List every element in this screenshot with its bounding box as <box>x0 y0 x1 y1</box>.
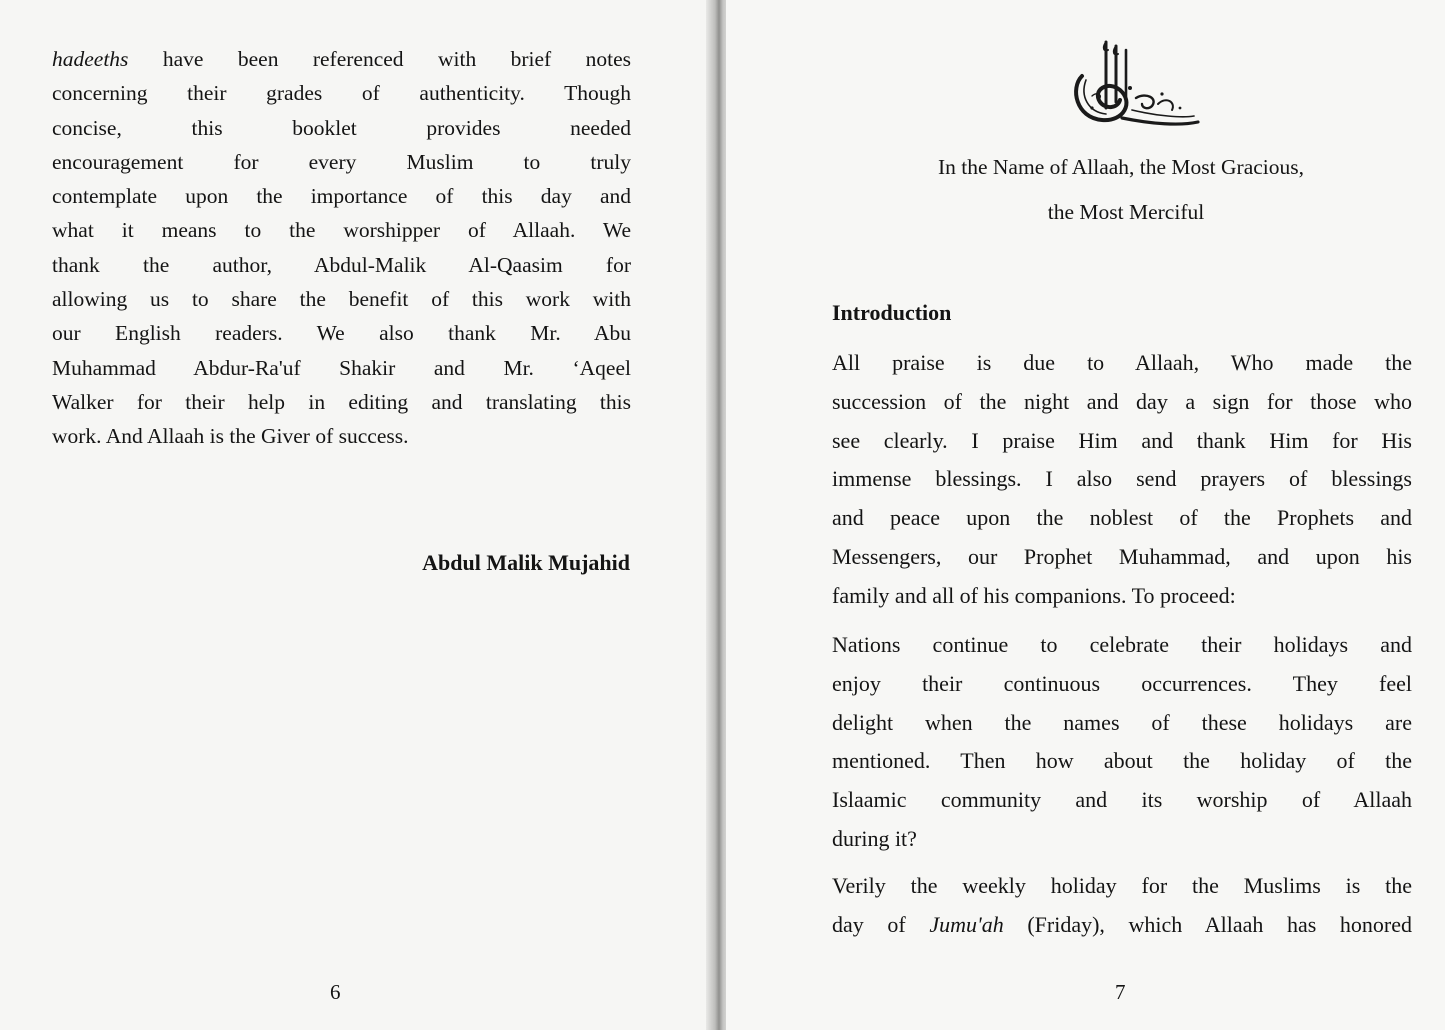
left-line: concerning their grades of authenticity. Though <box>52 81 631 106</box>
left-line: encouragement for every Muslim to truly <box>52 149 631 174</box>
paragraph-last-line: family and all of his companions. To proceed: <box>832 582 1236 608</box>
left-line: concise, this booklet provides needed <box>52 115 631 140</box>
paragraph-line: mentioned. Then how about the holiday of the <box>832 748 1412 774</box>
tughra-calligraphy-icon <box>1062 38 1202 142</box>
introduction-paragraph-3 <box>832 867 1412 945</box>
line-text: (Friday), which Allaah has honored <box>1003 911 1413 937</box>
basmala-line-2: the Most Merciful <box>1047 200 1205 224</box>
paragraph-line: All praise is due to Allaah, Who made the <box>832 350 1412 375</box>
left-page <box>0 0 712 1030</box>
paragraph-line: succession of the night and day a sign for those who <box>832 388 1412 414</box>
left-line: allowing us to share the benefit of this work with <box>52 287 631 312</box>
left-line: thank the author, Abdul-Malik Al-Qaasim for <box>52 252 631 277</box>
introduction-heading: Introduction <box>832 300 952 325</box>
paragraph-line: Nations continue to celebrate their holidays and <box>832 632 1412 657</box>
paragraph-line: Messengers, our Prophet Muhammad, and upon his <box>832 543 1412 569</box>
left-body-text <box>52 42 631 454</box>
line-text: day of <box>832 911 930 937</box>
left-line-1 <box>52 42 631 76</box>
paragraph-line: delight when the names of these holidays are <box>832 709 1412 735</box>
paragraph-line: see clearly. I praise Him and thank Him for His <box>832 427 1412 453</box>
introduction-paragraph-2 <box>832 626 1412 859</box>
signature: Abdul Malik Mujahid <box>422 550 630 575</box>
page-number-left: 6 <box>330 980 341 1004</box>
jumuah-term: Jumu'ah <box>929 911 1004 937</box>
left-line: Walker for their help in editing and translating this <box>52 389 631 414</box>
paragraph-line: enjoy their continuous occurrences. They feel <box>832 670 1412 696</box>
hadeeths-term: hadeeths <box>52 47 129 71</box>
left-line: Muhammad Abdur-Ra'uf Shakir and Mr. ‘Aqeel <box>52 355 631 380</box>
paragraph-line: immense blessings. I also send prayers of blessings <box>832 466 1412 492</box>
left-last-line: work. And Allaah is the Giver of success. <box>52 424 409 449</box>
left-line: our English readers. We also thank Mr. Abu <box>52 321 631 346</box>
basmala-line-1: In the Name of Allaah, the Most Gracious, <box>937 155 1304 179</box>
introduction-paragraph-1 <box>832 344 1412 616</box>
paragraph-last-line: during it? <box>832 825 917 851</box>
paragraph-line-jumuah <box>832 906 1412 945</box>
paragraph-line: Verily the weekly holiday for the Muslims is the <box>832 873 1412 898</box>
left-line: what it means to the worshipper of Allaah. We <box>52 218 631 243</box>
left-line: contemplate upon the importance of this day and <box>52 184 631 209</box>
paragraph-line: Islaamic community and its worship of Allaah <box>832 787 1412 813</box>
left-line-1-rest: have been referenced with brief notes <box>128 47 631 71</box>
right-page <box>726 0 1445 1030</box>
paragraph-line: and peace upon the noblest of the Prophets and <box>832 505 1412 531</box>
page-number-right: 7 <box>1115 980 1126 1004</box>
